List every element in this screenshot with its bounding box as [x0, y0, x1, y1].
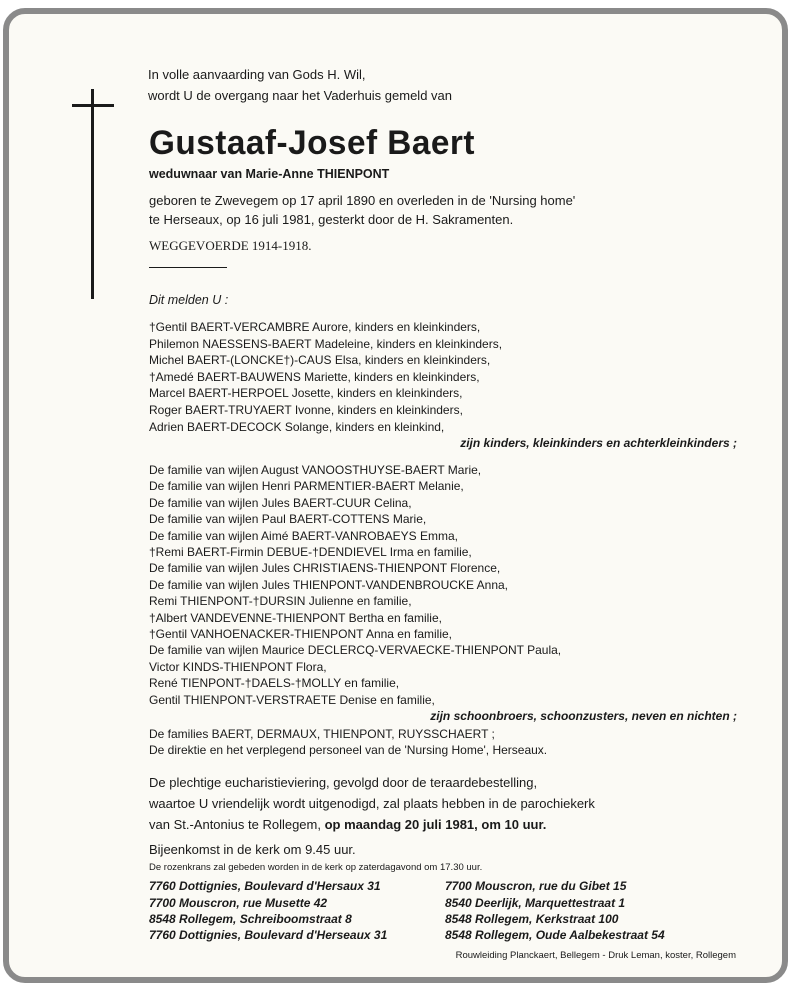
deported-line: WEGGEVOERDE 1914-1918.	[149, 238, 312, 253]
birth-death-line-2: te Herseaux, op 16 juli 1981, gesterkt door de H. Sakramenten.	[149, 212, 514, 227]
sibling-entry: De familie van wijlen Jules CHRISTIAENS-THIENPONT Florence,	[149, 561, 501, 576]
nursing-line: De direktie en het verplegend personeel van de 'Nursing Home', Herseaux.	[149, 743, 548, 757]
child-entry: †Gentil BAERT-VERCAMBRE Aurore, kinders en kleinkinders,	[149, 320, 481, 334]
mass-date: op maandag 20 juli 1981, om 10 uur.	[324, 817, 547, 832]
print-credit: Rouwleiding Planckaert, Bellegem - Druk Leman, koster, Rollegem	[455, 950, 736, 961]
children-summary: zijn kinders, kleinkinders en achterkleinkinders ;	[460, 436, 737, 450]
sibling-entry: †Albert VANDEVENNE-THIENPONT Bertha en familie,	[149, 610, 442, 625]
mass-line-2: waartoe U vriendelijk wordt uitgenodigd, zal plaats hebben in de parochiekerk	[149, 796, 595, 811]
address-left: 7760 Dottignies, Boulevard d'Herseaux 31	[149, 928, 388, 942]
sibling-entry: †Gentil VANHOENACKER-THIENPONT Anna en familie,	[149, 627, 452, 641]
siblings-summary: zijn schoonbroers, schoonzusters, neven en nichten ;	[430, 709, 737, 723]
child-entry: Philemon NAESSENS-BAERT Madeleine, kinders en kleinkinders,	[149, 336, 503, 351]
address-right: 8548 Rollegem, Oude Aalbekestraat 54	[445, 928, 665, 942]
address-right: 7700 Mouscron, rue du Gibet 15	[445, 879, 627, 893]
gather-line: Bijeenkomst in de kerk om 9.45 uur.	[149, 842, 356, 857]
sibling-entry: De familie van wijlen August VANOOSTHUYSE-BAERT Marie,	[149, 463, 482, 477]
sibling-entry: René TIENPONT-†DAELS-†MOLLY en familie,	[149, 676, 400, 691]
mass-line-1: De plechtige eucharistieviering, gevolgd door de teraardebestelling,	[149, 775, 538, 790]
child-entry: Marcel BAERT-HERPOEL Josette, kinders en kleinkinders,	[149, 386, 463, 401]
mass-line-3	[149, 818, 546, 831]
sibling-entry: Remi THIENPONT-†DURSIN Julienne en familie,	[149, 594, 412, 609]
address-right: 8540 Deerlijk, Marquettestraat 1	[445, 896, 626, 910]
sibling-entry: Victor KINDS-THIENPONT Flora,	[149, 659, 327, 674]
widower-line: weduwnaar van Marie-Anne THIENPONT	[149, 167, 390, 181]
child-entry: Roger BAERT-TRUYAERT Ivonne, kinders en kleinkinders,	[149, 403, 463, 417]
intro-line-1: In volle aanvaarding van Gods H. Wil,	[148, 67, 366, 82]
sibling-entry: †Remi BAERT-Firmin DEBUE-†DENDIEVEL Irma en familie,	[149, 545, 472, 559]
intro-line-2: wordt U de overgang naar het Vaderhuis gemeld van	[148, 88, 453, 103]
sibling-entry: De familie van wijlen Henri PARMENTIER-BAERT Melanie,	[149, 479, 464, 494]
child-entry: Michel BAERT-(LONCKE†)-CAUS Elsa, kinders en kleinkinders,	[149, 353, 491, 368]
divider	[149, 267, 227, 268]
deceased-name: Gustaaf-Josef Baert	[149, 124, 475, 162]
sibling-entry: De familie van wijlen Maurice DECLERCQ-VERVAECKE-THIENPONT Paula,	[149, 643, 562, 658]
rosary-line: De rozenkrans zal gebeden worden in de kerk op zaterdagavond om 17.30 uur.	[149, 862, 483, 873]
announce-label: Dit melden U :	[149, 293, 229, 307]
sibling-entry: De familie van wijlen Aimé BAERT-VANROBAEYS Emma,	[149, 528, 458, 543]
child-entry: Adrien BAERT-DECOCK Solange, kinders en kleinkind,	[149, 419, 445, 434]
address-left: 8548 Rollegem, Schreiboomstraat 8	[149, 912, 352, 926]
sibling-entry: De familie van wijlen Jules BAERT-CUUR Celina,	[149, 495, 412, 510]
families-line: De families BAERT, DERMAUX, THIENPONT, RUYSSCHAERT ;	[149, 727, 495, 741]
cross-icon-bar	[72, 104, 114, 107]
birth-death-line-1: geboren te Zwevegem op 17 april 1890 en overleden in de 'Nursing home'	[149, 193, 576, 208]
sibling-entry: De familie van wijlen Jules THIENPONT-VANDENBROUCKE Anna,	[149, 577, 509, 592]
sibling-entry: De familie van wijlen Paul BAERT-COTTENS Marie,	[149, 512, 427, 527]
cross-icon	[91, 89, 94, 299]
address-left: 7700 Mouscron, rue Musette 42	[149, 896, 328, 910]
address-left: 7760 Dottignies, Boulevard d'Hersaux 31	[149, 879, 381, 893]
child-entry: †Amedé BAERT-BAUWENS Mariette, kinders en kleinkinders,	[149, 369, 480, 384]
sibling-entry: Gentil THIENPONT-VERSTRAETE Denise en familie,	[149, 692, 435, 707]
mass-place: van St.-Antonius te Rollegem,	[149, 817, 321, 832]
address-right: 8548 Rollegem, Kerkstraat 100	[445, 912, 619, 926]
